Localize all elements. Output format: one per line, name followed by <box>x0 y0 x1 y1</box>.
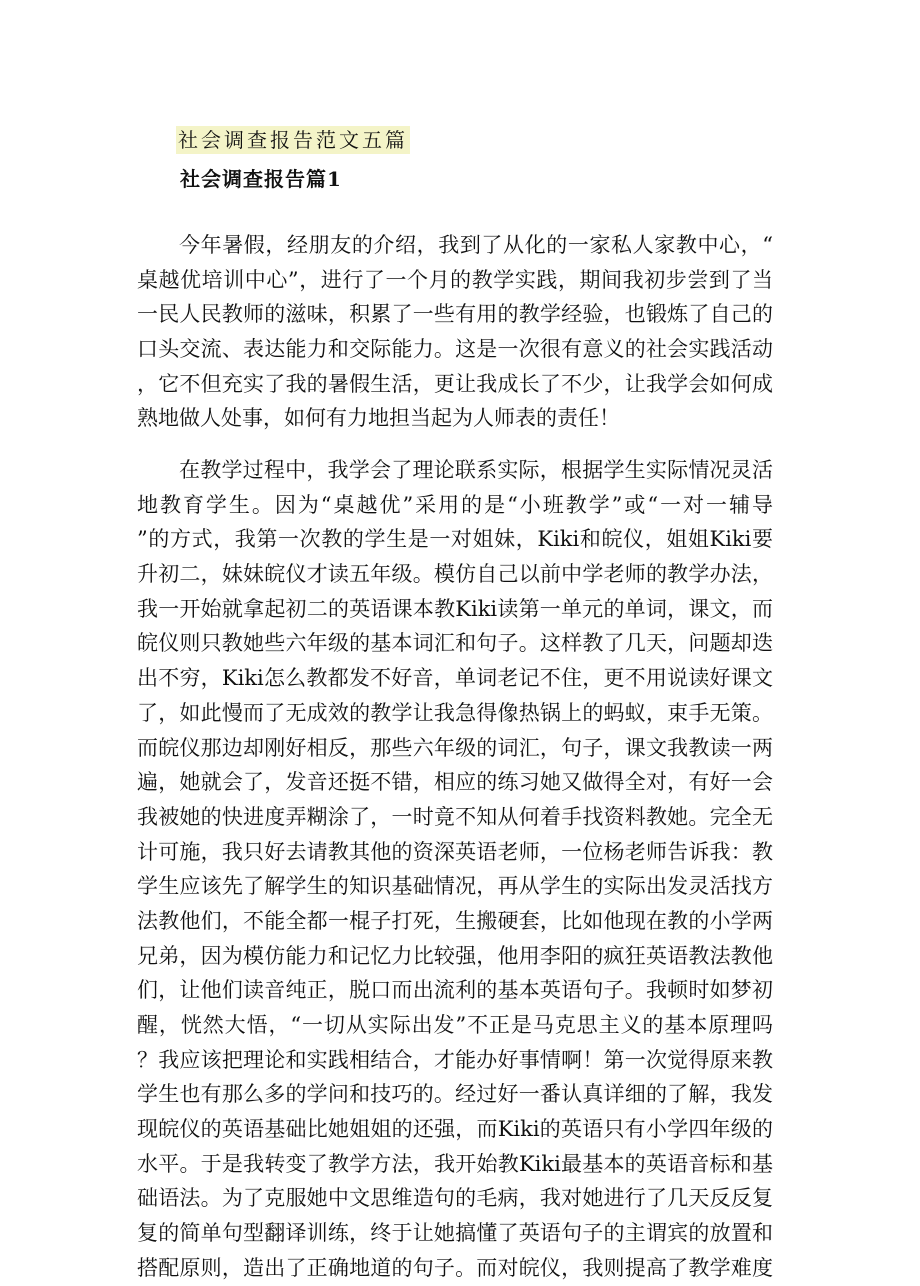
paragraph-line: 学生应该先了解学生的知识基础情况，再从学生的实际出发灵活找方 <box>137 874 773 899</box>
document-title: 社会调查报告范文五篇 <box>178 128 408 152</box>
paragraph-line: 熟地做人处事，如何有力地担当起为人师表的责任！ <box>137 406 620 431</box>
paragraph-line: 一民人民教师的滋味，积累了一些有用的教学经验，也锻炼了自己的 <box>137 302 773 327</box>
paragraph-2 <box>137 453 773 1286</box>
paragraph-line: 在教学过程中，我学会了理论联系实际，根据学生实际情况灵活 <box>179 458 773 482</box>
paragraph-line: 复的简单句型翻译训练，终于让她搞懂了英语句子的主谓宾的放置和 <box>137 1221 773 1246</box>
paragraph-line: 法教他们，不能全都一棍子打死，生搬硬套，比如他现在教的小学两 <box>137 908 773 933</box>
paragraph-line: 计可施，我只好去请教其他的资深英语老师，一位杨老师告诉我：教 <box>137 839 773 864</box>
paragraph-line: 桌越优培训中心”，进行了一个月的教学实践，期间我初步尝到了当 <box>137 267 773 292</box>
section-heading: 社会调查报告篇1 <box>180 167 342 191</box>
paragraph-line: 们，让他们读音纯正，脱口而出流利的基本英语句子。我顿时如梦初 <box>137 978 773 1003</box>
paragraph-line: 口头交流、表达能力和交际能力。这是一次很有意义的社会实践活动 <box>137 337 773 362</box>
paragraph-line: 础语法。为了克服她中文思维造句的毛病，我对她进行了几天反反复 <box>137 1186 773 1211</box>
paragraph-line: 搭配原则，造出了正确地道的句子。而对皖仪，我则提高了教学难度 <box>137 1255 773 1280</box>
paragraph-line: 遍，她就会了，发音还挺不错，相应的练习她又做得全对，有好一会 <box>137 770 773 795</box>
paragraph-line: 我一开始就拿起初二的英语课本教Kiki读第一单元的单词，课文，而 <box>137 596 773 621</box>
paragraph-line: 升初二，妹妹皖仪才读五年级。模仿自己以前中学老师的教学办法， <box>137 562 773 587</box>
paragraph-line: ，它不但充实了我的暑假生活，更让我成长了不少，让我学会如何成 <box>137 371 773 396</box>
paragraph-line: 了，如此慢而了无成效的教学让我急得像热锅上的蚂蚁，束手无策。 <box>137 700 773 725</box>
paragraph-line: 我被她的快进度弄糊涂了，一时竟不知从何着手找资料教她。完全无 <box>137 804 773 829</box>
paragraph-line: 而皖仪那边却刚好相反，那些六年级的词汇，句子，课文我教读一两 <box>137 735 773 760</box>
paragraph-line: 醒，恍然大悟，“一切从实际出发”不正是马克思主义的基本原理吗 <box>137 1013 773 1037</box>
paragraph-line: 今年暑假，经朋友的介绍，我到了从化的一家私人家教中心，“ <box>179 233 773 257</box>
paragraph-1 <box>137 228 773 436</box>
paragraph-line: 学生也有那么多的学问和技巧的。经过好一番认真详细的了解，我发 <box>137 1082 773 1107</box>
paragraph-line: 地教育学生。因为“桌越优”采用的是“小班教学”或“一对一辅导 <box>137 492 773 517</box>
paragraph-line: ”的方式，我第一次教的学生是一对姐妹，Kiki和皖仪，姐姐Kiki要 <box>137 527 773 552</box>
paragraph-line: ？我应该把理论和实践相结合，才能办好事情啊！第一次觉得原来教 <box>137 1047 773 1072</box>
paragraph-line: 出不穷，Kiki怎么教都发不好音，单词老记不住，更不用说读好课文 <box>137 666 773 691</box>
paragraph-line: 兄弟，因为模仿能力和记忆力比较强，他用李阳的疯狂英语教法教他 <box>137 943 773 968</box>
paragraph-line: 水平。于是我转变了教学方法，我开始教Kiki最基本的英语音标和基 <box>137 1151 773 1176</box>
paragraph-line: 皖仪则只教她些六年级的基本词汇和句子。这样教了几天，问题却迭 <box>137 631 773 656</box>
paragraph-line: 现皖仪的英语基础比她姐姐的还强，而Kiki的英语只有小学四年级的 <box>137 1117 773 1142</box>
